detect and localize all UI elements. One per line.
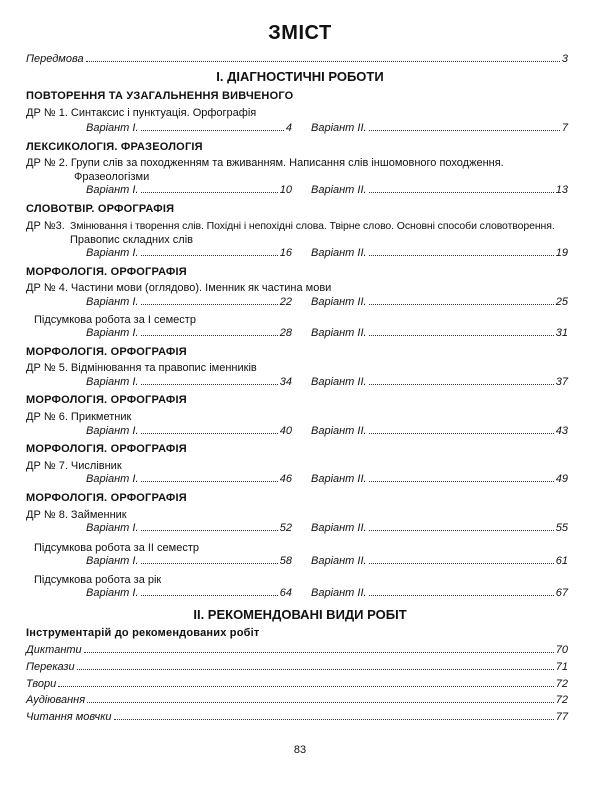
toc-entry-title: Змінювання і творення слів. Похідні і непохідні слова. Твірне слово. Основні способи словотворення. <box>70 220 555 232</box>
variant-label: Варіант ІІ. <box>311 184 367 196</box>
dot-leader <box>87 702 554 703</box>
toc-page-number: 25 <box>555 296 568 308</box>
dot-leader <box>369 130 560 131</box>
toc-entry-title: Підсумкова робота за І семестр <box>34 314 196 326</box>
toc-page-number: 58 <box>279 555 292 567</box>
toc-page-number: 37 <box>555 376 568 388</box>
page-number: 83 <box>293 744 307 756</box>
toc-row-variant1 <box>86 424 292 438</box>
toc-page-number: 43 <box>555 425 568 437</box>
dot-leader <box>369 433 554 434</box>
toc-row-variant1 <box>86 326 292 340</box>
toc-entry-title: ДР № 8. Займенник <box>26 509 127 521</box>
toc-entry-title: ДР № 2. Групи слів за походженням та вживанням. Написання слів іншомовного походження. <box>26 157 504 169</box>
section-heading-diagnostic: І. ДІАГНОСТИЧНІ РОБОТИ <box>216 69 384 84</box>
toc-row-tool <box>26 693 568 707</box>
toc-label: Аудіювання <box>26 694 86 706</box>
toc-row-variant1 <box>86 121 292 135</box>
dot-leader <box>141 335 278 336</box>
toc-page-number: 46 <box>279 473 292 485</box>
variant-label: Варіант І. <box>86 587 139 599</box>
variant-label: Варіант ІІ. <box>311 327 367 339</box>
toc-page-number: 28 <box>279 327 292 339</box>
topic-heading: ЛЕКСИКОЛОГІЯ. ФРАЗЕОЛОГІЯ <box>26 141 203 153</box>
variant-label: Варіант І. <box>86 376 139 388</box>
variant-label: Варіант І. <box>86 425 139 437</box>
toc-row-variant2 <box>311 521 568 535</box>
variant-label: Варіант І. <box>86 122 139 134</box>
toc-row-variant1 <box>86 521 292 535</box>
topic-heading: МОРФОЛОГІЯ. ОРФОГРАФІЯ <box>26 346 187 358</box>
variant-label: Варіант ІІ. <box>311 473 367 485</box>
toc-entry-title-cont: Правопис складних слів <box>70 234 194 246</box>
dot-leader <box>369 595 554 596</box>
topic-heading: МОРФОЛОГІЯ. ОРФОГРАФІЯ <box>26 443 187 455</box>
toc-page-number: 72 <box>555 678 568 690</box>
dot-leader <box>58 686 554 687</box>
dot-leader <box>369 335 554 336</box>
toc-label: Читання мовчки <box>26 711 112 723</box>
toc-row-variant2 <box>311 183 568 197</box>
toc-entry-title: ДР № 4. Частини мови (оглядово). Іменник як частина мови <box>26 282 332 294</box>
variant-label: Варіант І. <box>86 296 139 308</box>
toc-entry-title: Підсумкова робота за ІІ семестр <box>34 542 199 554</box>
toc-row-preface <box>26 52 568 66</box>
dot-leader <box>141 384 278 385</box>
toc-label: Передмова <box>26 53 84 65</box>
toc-page-number: 40 <box>279 425 292 437</box>
toc-row-variant2 <box>311 586 568 600</box>
variant-label: Варіант І. <box>86 327 139 339</box>
dot-leader <box>369 192 554 193</box>
variant-label: Варіант ІІ. <box>311 376 367 388</box>
toc-page-number: 13 <box>555 184 568 196</box>
variant-label: Варіант І. <box>86 473 139 485</box>
toc-entry-number: ДР №3. <box>26 220 65 232</box>
dot-leader <box>141 481 278 482</box>
toc-row-variant2 <box>311 375 568 389</box>
toc-page-number: 31 <box>555 327 568 339</box>
toc-entry-title-cont: Фразеологізми <box>74 171 150 183</box>
toc-row-variant1 <box>86 246 292 260</box>
topic-heading: ПОВТОРЕННЯ ТА УЗАГАЛЬНЕННЯ ВИВЧЕНОГО <box>26 90 294 102</box>
dot-leader <box>369 384 554 385</box>
dot-leader <box>77 669 554 670</box>
toc-entry-title: ДР № 1. Синтаксис і пунктуація. Орфографія <box>26 107 257 119</box>
dot-leader <box>141 255 278 256</box>
variant-label: Варіант ІІ. <box>311 296 367 308</box>
toc-page-number: 19 <box>555 247 568 259</box>
dot-leader <box>369 481 554 482</box>
toc-label: Диктанти <box>26 644 82 656</box>
toc-page-number: 71 <box>555 661 568 673</box>
toc-page-number: 49 <box>555 473 568 485</box>
topic-heading: МОРФОЛОГІЯ. ОРФОГРАФІЯ <box>26 394 187 406</box>
toc-row-variant2 <box>311 554 568 568</box>
toc-page-number: 72 <box>555 694 568 706</box>
topic-heading: МОРФОЛОГІЯ. ОРФОГРАФІЯ <box>26 266 187 278</box>
toc-entry-title: ДР № 7. Числівник <box>26 460 122 472</box>
toc-page-number: 52 <box>279 522 292 534</box>
variant-label: Варіант ІІ. <box>311 522 367 534</box>
toc-page-number: 10 <box>279 184 292 196</box>
variant-label: Варіант ІІ. <box>311 587 367 599</box>
toc-row-tool <box>26 677 568 691</box>
toc-page-number: 55 <box>555 522 568 534</box>
variant-label: Варіант І. <box>86 184 139 196</box>
variant-label: Варіант ІІ. <box>311 247 367 259</box>
toc-row-tool <box>26 710 568 724</box>
toc-label: Перекази <box>26 661 75 673</box>
toc-row-variant2 <box>311 424 568 438</box>
toc-page-number: 16 <box>279 247 292 259</box>
dot-leader <box>141 595 278 596</box>
toc-label: Твори <box>26 678 57 690</box>
dot-leader <box>86 61 560 62</box>
dot-leader <box>369 255 554 256</box>
toc-row-variant2 <box>311 121 568 135</box>
toc-page-number: 7 <box>561 122 568 134</box>
dot-leader <box>369 563 554 564</box>
dot-leader <box>84 652 554 653</box>
dot-leader <box>141 433 278 434</box>
variant-label: Варіант ІІ. <box>311 122 367 134</box>
toc-row-variant1 <box>86 183 292 197</box>
dot-leader <box>141 192 278 193</box>
toc-row-tool <box>26 643 568 657</box>
dot-leader <box>141 530 278 531</box>
variant-label: Варіант І. <box>86 522 139 534</box>
topic-heading: СЛОВОТВІР. ОРФОГРАФІЯ <box>26 203 175 215</box>
toc-page-number: 64 <box>279 587 292 599</box>
page-title: ЗМІСТ <box>268 22 332 44</box>
toc-row-variant1 <box>86 472 292 486</box>
section-heading-recommended: ІІ. РЕКОМЕНДОВАНІ ВИДИ РОБІТ <box>193 607 407 622</box>
toc-row-variant1 <box>86 375 292 389</box>
toc-row-variant2 <box>311 472 568 486</box>
dot-leader <box>141 563 278 564</box>
toc-page-number: 3 <box>561 53 568 65</box>
toc-row-variant1 <box>86 295 292 309</box>
toc-entry-title: Підсумкова робота за рік <box>34 574 162 586</box>
toc-page-number: 67 <box>555 587 568 599</box>
topic-heading: МОРФОЛОГІЯ. ОРФОГРАФІЯ <box>26 492 187 504</box>
toc-page-number: 4 <box>285 122 292 134</box>
toc-row-variant2 <box>311 246 568 260</box>
dot-leader <box>369 304 554 305</box>
variant-label: Варіант І. <box>86 555 139 567</box>
toc-entry-title: ДР № 5. Відмінювання та правопис іменників <box>26 362 257 374</box>
dot-leader <box>141 304 278 305</box>
dot-leader <box>369 530 554 531</box>
toc-row-variant2 <box>311 326 568 340</box>
toc-page-number: 22 <box>279 296 292 308</box>
toc-page-number: 77 <box>555 711 568 723</box>
toc-entry-title: ДР № 6. Прикметник <box>26 411 132 423</box>
topic-heading: Інструментарій до рекомендованих робіт <box>26 627 260 639</box>
variant-label: Варіант І. <box>86 247 139 259</box>
toc-page-number: 70 <box>555 644 568 656</box>
dot-leader <box>114 719 554 720</box>
toc-row-variant2 <box>311 295 568 309</box>
variant-label: Варіант ІІ. <box>311 555 367 567</box>
variant-label: Варіант ІІ. <box>311 425 367 437</box>
toc-page-number: 61 <box>555 555 568 567</box>
dot-leader <box>141 130 284 131</box>
toc-row-variant1 <box>86 554 292 568</box>
toc-row-tool <box>26 660 568 674</box>
toc-row-variant1 <box>86 586 292 600</box>
toc-page-number: 34 <box>279 376 292 388</box>
